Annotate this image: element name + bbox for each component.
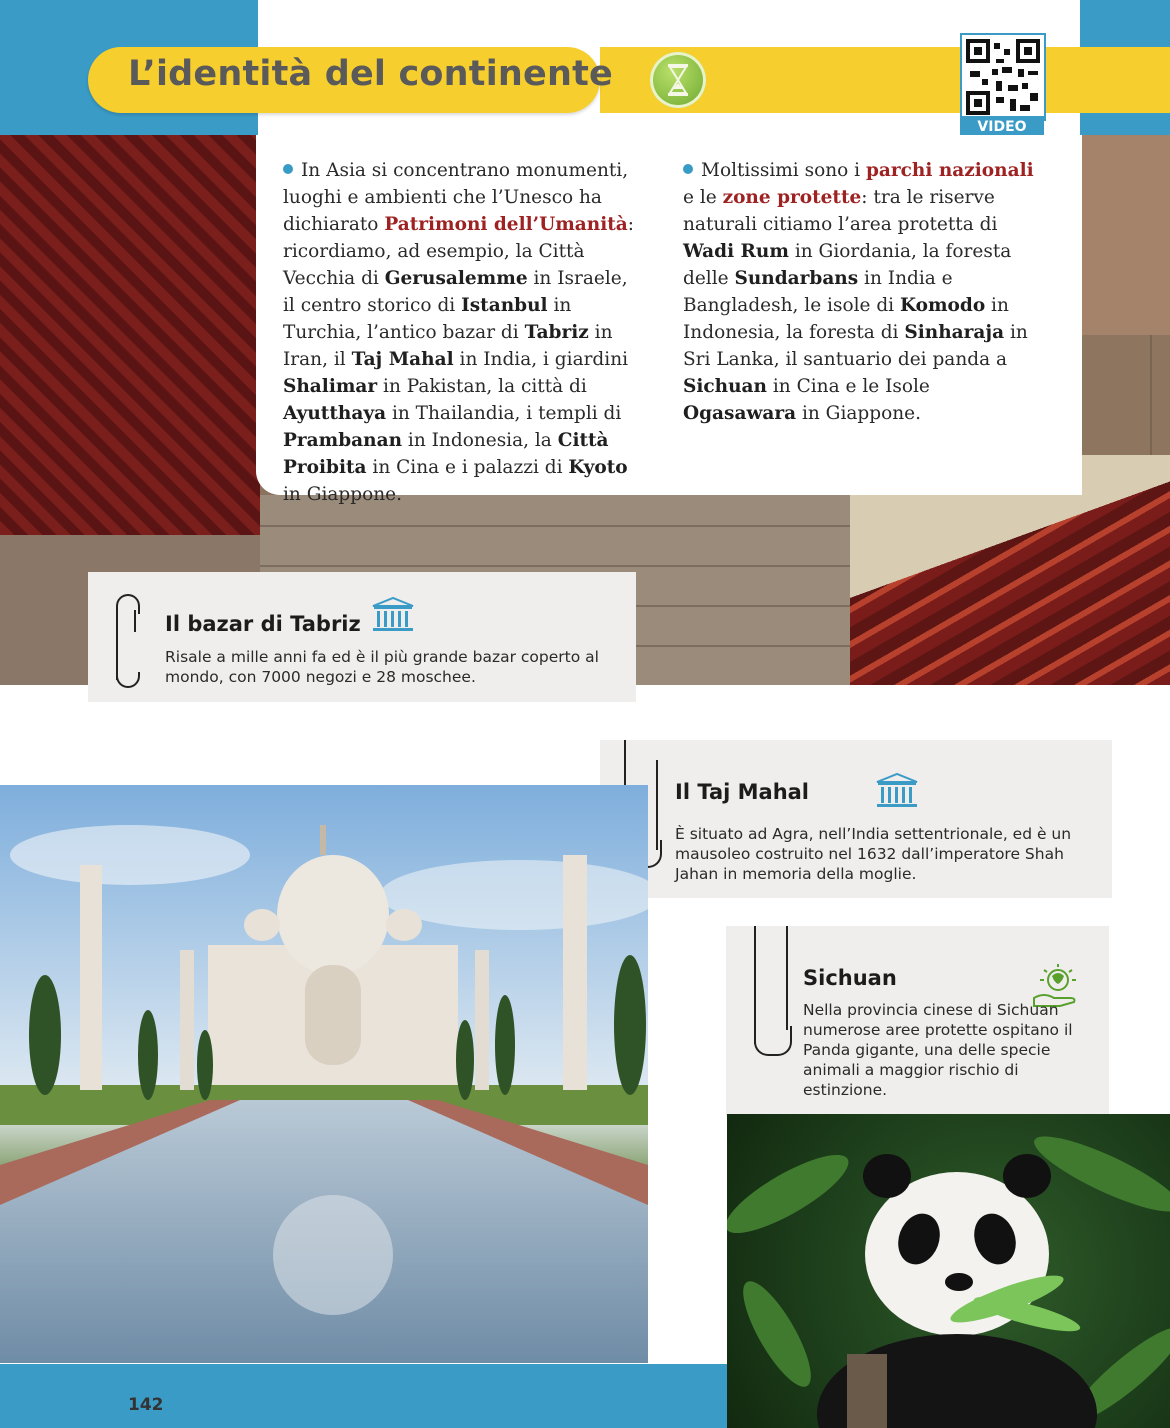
panda-photo (727, 1114, 1170, 1428)
highlighted-place: Taj Mahal (351, 349, 454, 370)
sichuan-info-box (726, 926, 1109, 1116)
body-text: in Israele, il centro storico di (283, 268, 628, 316)
body-text: in Indonesia, la foresta di (683, 295, 1009, 343)
qr-code-icon[interactable] (960, 33, 1046, 121)
highlighted-term: zone protette (722, 187, 862, 208)
highlighted-place: Istanbul (461, 295, 548, 316)
highlighted-place: Shalimar (283, 376, 378, 397)
body-text: in Giappone. (796, 403, 921, 424)
body-text: in Pakistan, la città di (377, 376, 587, 397)
taj-mahal-photo (0, 785, 648, 1363)
text-column-parks (683, 157, 1043, 427)
taj-info-box (600, 740, 1112, 898)
hourglass-icon[interactable] (650, 52, 706, 108)
bullet-icon (283, 164, 293, 174)
highlighted-place: Wadi Rum (683, 241, 789, 262)
body-text: in Cina e i palazzi di (366, 457, 569, 478)
body-text: Moltissimi sono i (701, 160, 866, 181)
body-text: in Indonesia, la (402, 430, 558, 451)
highlighted-place: Sundarbans (734, 268, 859, 289)
body-text: in Giordania, la foresta delle (683, 241, 1012, 289)
video-label[interactable]: VIDEO (960, 116, 1044, 138)
page-title: L’identità del continente (128, 54, 613, 94)
bullet-icon (683, 164, 693, 174)
body-text: in Thailandia, i templi di (386, 403, 622, 424)
highlighted-term: parchi nazionali (865, 160, 1034, 181)
highlighted-place: Prambanan (283, 430, 403, 451)
body-text: in Turchia, l’antico bazar di (283, 295, 572, 343)
highlighted-place: Gerusalemme (384, 268, 528, 289)
unesco-icon (874, 772, 920, 810)
bazar-info-box (88, 572, 636, 702)
highlighted-place: Ayutthaya (283, 403, 387, 424)
page-number: 142 (128, 1395, 164, 1415)
highlighted-term: Patrimoni dell’Umanità (384, 214, 628, 235)
body-text: in Giappone. (283, 484, 403, 505)
highlighted-place: Tabriz (524, 322, 589, 343)
highlighted-place: Kyoto (568, 457, 628, 478)
taj-description: È situato ad Agra, nell’India settentrionale, ed è un mausoleo costruito nel 1632 dall’imperatore Shah Jahan in memoria della moglie. (675, 825, 1072, 883)
body-text: in India e Bangladesh, le isole di (683, 268, 953, 316)
body-text: in Iran, il (283, 322, 613, 370)
body-text: : ricordiamo, ad esempio, la Città Vecchia di (283, 214, 635, 289)
body-text: In Asia si concentrano monumenti, luoghi e ambienti che l’Unesco ha dichiarato (283, 160, 629, 235)
highlighted-place: Ogasawara (683, 403, 797, 424)
text-column-monuments (283, 157, 643, 508)
sichuan-title: Sichuan (803, 966, 897, 990)
bazar-description: Risale a mille anni fa ed è il più grande bazar coperto al mondo, con 7000 negozi e 28 moschee. (165, 648, 599, 686)
body-text: e le (683, 187, 723, 208)
taj-title: Il Taj Mahal (675, 780, 810, 804)
body-text: in India, i giardini (453, 349, 629, 370)
highlighted-place: Sichuan (683, 376, 767, 397)
unesco-icon (370, 596, 416, 634)
footer-blue-band (0, 1364, 727, 1428)
highlighted-place: Città Proibita (283, 430, 609, 478)
body-text: : tra le riserve naturali citiamo l’area protetta di (683, 187, 998, 235)
highlighted-place: Sinharaja (904, 322, 1005, 343)
bazar-title: Il bazar di Tabriz (165, 612, 361, 636)
sichuan-description: Nella provincia cinese di Sichuan numerose aree protette ospitano il Panda gigante, una delle specie animali a maggior rischio di estinzione. (803, 1001, 1073, 1099)
body-text: in Cina e le Isole (767, 376, 930, 397)
body-text: in Sri Lanka, il santuario dei panda a (683, 322, 1028, 370)
highlighted-place: Komodo (899, 295, 986, 316)
